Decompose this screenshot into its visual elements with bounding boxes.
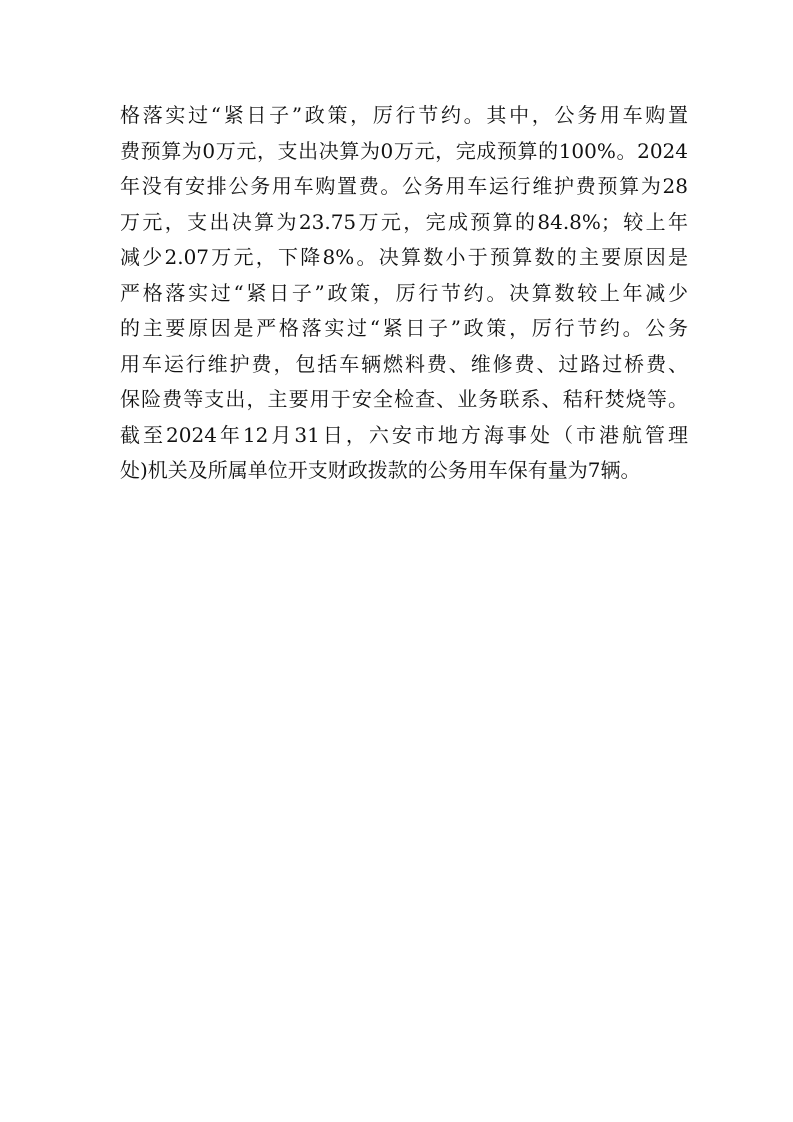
body-paragraph [120, 98, 688, 489]
paragraph-line: 严格落实过“紧日子”政策，厉行节约。决算数较上年减少 [120, 280, 688, 305]
paragraph-line: 处)机关及所属单位开支财政拨款的公务用车保有量为7辆。 [120, 458, 641, 482]
paragraph-line: 年没有安排公务用车购置费。公务用车运行维护费预算为28 [120, 174, 688, 198]
paragraph-line: 减少2.07万元，下降8%。决算数小于预算数的主要原因是 [120, 245, 688, 269]
paragraph-line: 用车运行维护费，包括车辆燃料费、维修费、过路过桥费、 [120, 351, 688, 376]
paragraph-line: 的主要原因是严格落实过“紧日子”政策，厉行节约。公务 [120, 316, 688, 340]
paragraph-line: 截至2024年12月31日，六安市地方海事处（市港航管理 [120, 422, 688, 447]
paragraph-line: 格落实过“紧日子”政策，厉行节约。其中，公务用车购置 [120, 103, 688, 127]
paragraph-line: 费预算为0万元，支出决算为0万元，完成预算的100%。2024 [120, 138, 688, 163]
paragraph-line: 保险费等支出，主要用于安全检查、业务联系、秸秆焚烧等。 [120, 387, 688, 411]
paragraph-line: 万元，支出决算为23.75万元，完成预算的84.8%；较上年 [120, 209, 688, 234]
